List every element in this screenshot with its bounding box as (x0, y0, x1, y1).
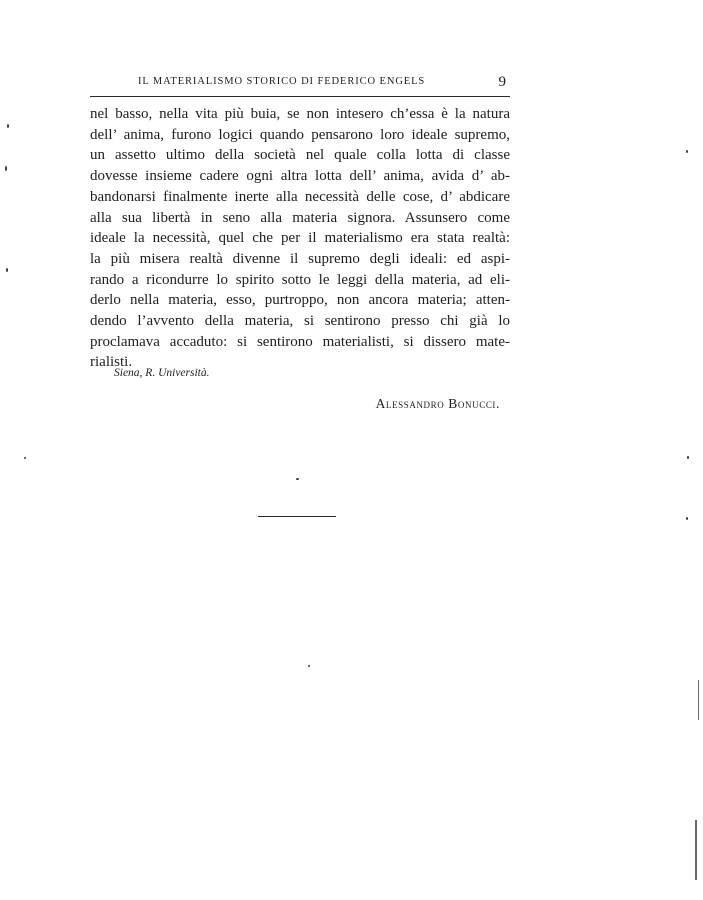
text-line: derlo nella materia, esso, purtroppo, non ancora materia; atten- (90, 292, 510, 309)
scan-speck (24, 457, 26, 459)
scan-speck (308, 665, 310, 667)
text-line: la più misera realtà divenne il supremo degli ideali: ed aspi- (90, 250, 510, 267)
text-line: dell’ anima, furono logici quando pensarono loro ideale supremo, (90, 126, 510, 143)
scan-speck (7, 124, 9, 128)
author-signature: Alessandro Bonucci. (375, 396, 500, 411)
scan-speck (686, 517, 688, 520)
text-line: dendo l’avvento della materia, si sentirono presso chi già lo (90, 313, 510, 330)
text-line: ideale la necessità, quel che per il materialismo era stata realtà: (90, 230, 510, 247)
text-line: un assetto ultimo della società nel quale colla lotta di classe (90, 147, 510, 164)
text-line: dovesse insieme cadere ogni altra lotta dell’ anima, avida d’ ab- (90, 168, 510, 185)
text-line: bandonarsi finalmente inerte alla necessità delle cose, d’ abdicare (90, 188, 510, 205)
scan-speck (6, 268, 8, 272)
page-number: 9 (498, 74, 506, 90)
text-line: rando a ricondurre lo spirito sotto le leggi della materia, ad eli- (90, 271, 510, 288)
body-paragraph (90, 104, 510, 373)
end-rule (258, 516, 336, 517)
running-head (90, 74, 510, 97)
scan-edge-mark (698, 680, 699, 720)
place-line: Siena, R. Università. (114, 367, 210, 379)
text-line: rialisti. (90, 354, 133, 371)
running-title: IL MATERIALISMO STORICO DI FEDERICO ENGELS (138, 76, 426, 87)
text-line: nel basso, nella vita più buia, se non intesero ch’essa è la natura (90, 106, 510, 122)
scan-speck (686, 150, 688, 153)
scan-speck (687, 456, 689, 459)
text-line: alla sua libertà in seno alla materia signora. Assunsero come (90, 209, 510, 226)
scan-speck (5, 166, 7, 171)
text-line: proclamava accaduto: si sentirono materialisti, si dissero mate- (90, 333, 510, 350)
scan-edge-mark (695, 820, 697, 880)
scan-speck (296, 478, 299, 480)
